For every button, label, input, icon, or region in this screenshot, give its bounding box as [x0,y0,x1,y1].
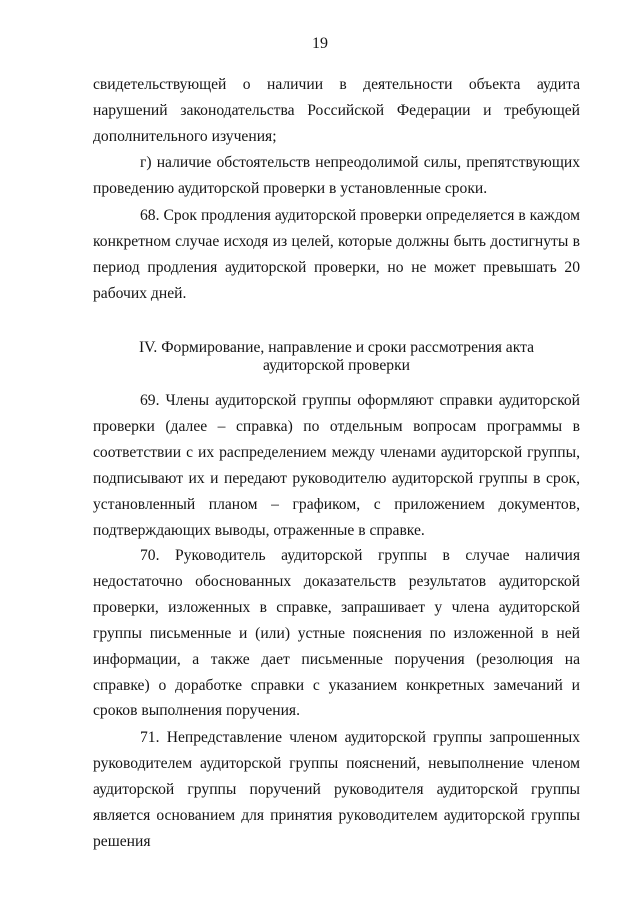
page-number: 19 [312,35,328,52]
section-heading-line2: аудиторской проверки [262,357,411,374]
paragraph-70: 70. Руководитель аудиторской группы в случае наличия недостаточно обоснованных доказательств результатов аудиторской проверки, изложенных в справке, запрашивает у члена аудиторской группы письменные и (или) устные пояснения по изложенной в ней информации, а также дает письменные поручения (резолюция на справке) о доработке справки с указанием конкретных замечаний и сроков выполнения поручения. [93,547,580,720]
section-heading [93,339,580,375]
paragraph-68: 68. Срок продления аудиторской проверки определяется в каждом конкретном случае исходя из целей, которые должны быть достигнуты в период продления аудиторской проверки, но не может превышать 20 рабочих дней. [93,207,580,302]
paragraph-continuation: свидетельствующей о наличии в деятельности объекта аудита нарушений законодательства Российской Федерации и требующей дополнительного изучения; [93,76,580,145]
paragraph-69: 69. Члены аудиторской группы оформляют справки аудиторской проверки (далее – справка) по отдельным вопросам программы в соответствии с их распределением между членами аудиторской группы, подписывают их и передают руководителю аудиторской группы в срок, установленный планом – графиком, с приложением документов, подтверждающих выводы, отраженные в справке. [93,392,580,539]
section-heading-line1: IV. Формирование, направление и сроки рассмотрения акта [138,339,534,356]
paragraph-item-g: г) наличие обстоятельств непреодолимой силы, препятствующих проведению аудиторской проверки в установленные сроки. [93,154,580,197]
paragraph-71: 71. Непредставление членом аудиторской группы запрошенных руководителем аудиторской группы пояснений, невыполнение членом аудиторской группы поручений руководителя аудиторской группы является основанием для принятия руководителем аудиторской группы решения [93,729,580,850]
